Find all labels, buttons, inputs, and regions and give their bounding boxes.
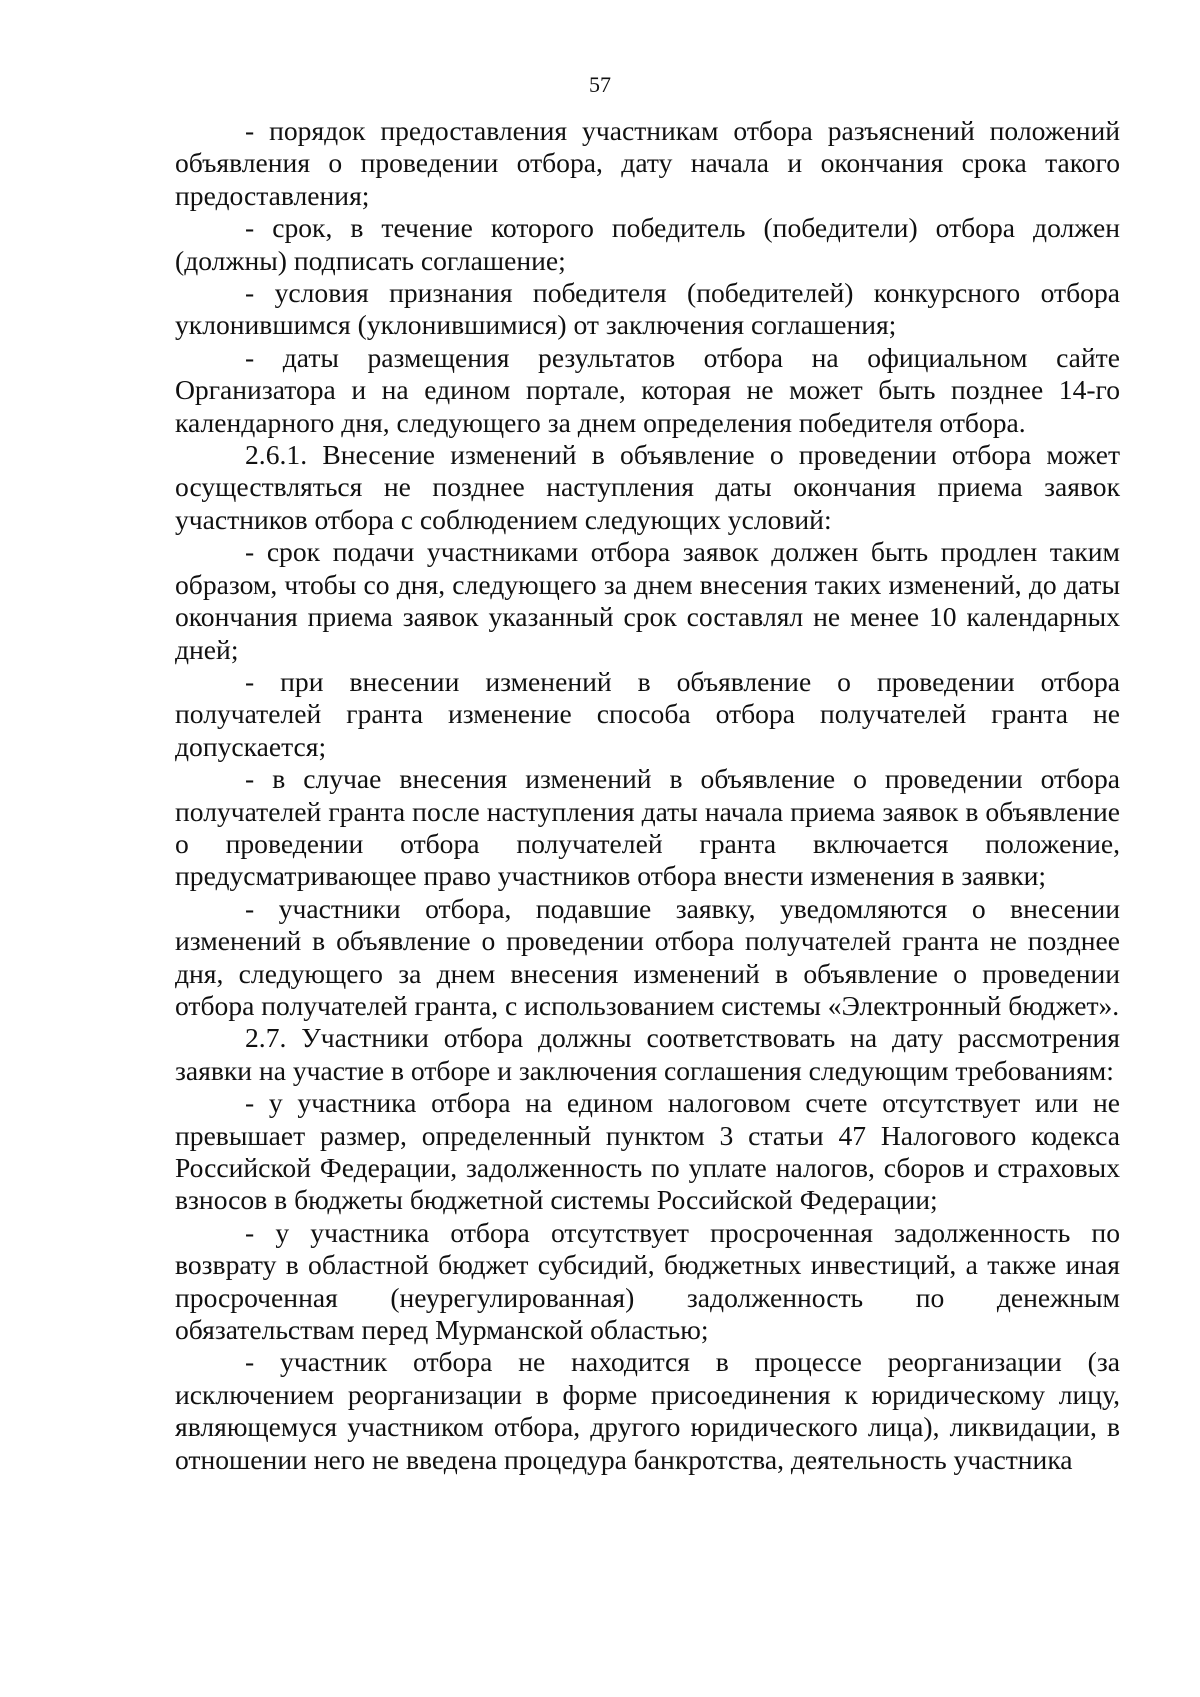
paragraph-deadline-extension: - срок подачи участниками отбора заявок должен быть продлен таким образом, чтобы со дня, следующего за днем внесения таких изменений, до даты окончания приема заявок указанный срок составлял не менее 10 календарных дней;: [175, 536, 1120, 665]
paragraph-tax-debt-requirement: - у участника отбора на едином налоговом счете отсутствует или не превышает размер, определенный пунктом 3 статьи 47 Налогового кодекса Российской Федерации, задолженность по уплате налогов, сборов и страховых взносов в бюджеты бюджетной системы Российской Федерации;: [175, 1087, 1120, 1216]
paragraph-reorganization-status: - участник отбора не находится в процессе реорганизации (за исключением реорганизации в форме присоединения к юридическому лицу, являющемуся участником отбора, другого юридического лица), ликвидации, в отношении него не введена процедура банкротства, деятельность участника: [175, 1346, 1120, 1475]
paragraph-clarification-procedure: - порядок предоставления участникам отбора разъяснений положений объявления о проведении отбора, дату начала и окончания срока такого предоставления;: [175, 115, 1120, 211]
paragraph-signing-deadline: - срок, в течение которого победитель (победители) отбора должен (должны) подписать соглашение;: [175, 212, 1120, 276]
paragraph-method-change-prohibited: - при внесении изменений в объявление о проведении отбора получателей гранта изменение способа отбора получателей гранта не допускается;: [175, 665, 1120, 762]
paragraph-results-publication: - даты размещения результатов отбора на официальном сайте Организатора и на едином портале, которая не может быть позднее 14-го календарного дня, следующего за днем определения победителя отбора.: [175, 341, 1120, 438]
paragraph-evasion-conditions: - условия признания победителя (победителей) конкурсного отбора уклонившимся (уклонившимися) от заключения соглашения;: [175, 277, 1120, 341]
page-number: 57: [589, 72, 611, 97]
paragraph-section-2-6-1: 2.6.1. Внесение изменений в объявление о проведении отбора может осуществляться не позднее наступления даты окончания приема заявок участников отбора с соблюдением следующих условий:: [175, 439, 1120, 535]
document-body: [175, 115, 1120, 1476]
paragraph-application-changes-right: - в случае внесения изменений в объявление о проведении отбора получателей гранта после наступления даты начала приема заявок в объявление о проведении отбора получателей гранта включается положение, предусматривающее право участников отбора внести изменения в заявки;: [175, 763, 1120, 892]
paragraph-section-2-7: 2.7. Участники отбора должны соответствовать на дату рассмотрения заявки на участие в отборе и заключения соглашения следующим требованиям:: [175, 1022, 1120, 1086]
paragraph-regional-budget-debt: - у участника отбора отсутствует просроченная задолженность по возврату в областной бюджет субсидий, бюджетных инвестиций, а также иная просроченная (неурегулированная) задолженность по денежным обязательствам перед Мурманской областью;: [175, 1216, 1120, 1346]
paragraph-participant-notification: - участники отбора, подавшие заявку, уведомляются о внесении изменений в объявление о проведении отбора получателей гранта не позднее дня, следующего за днем внесения изменений в объявление о проведении отбора получателей гранта, с использованием системы «Электронный бюджет».: [175, 892, 1120, 1021]
